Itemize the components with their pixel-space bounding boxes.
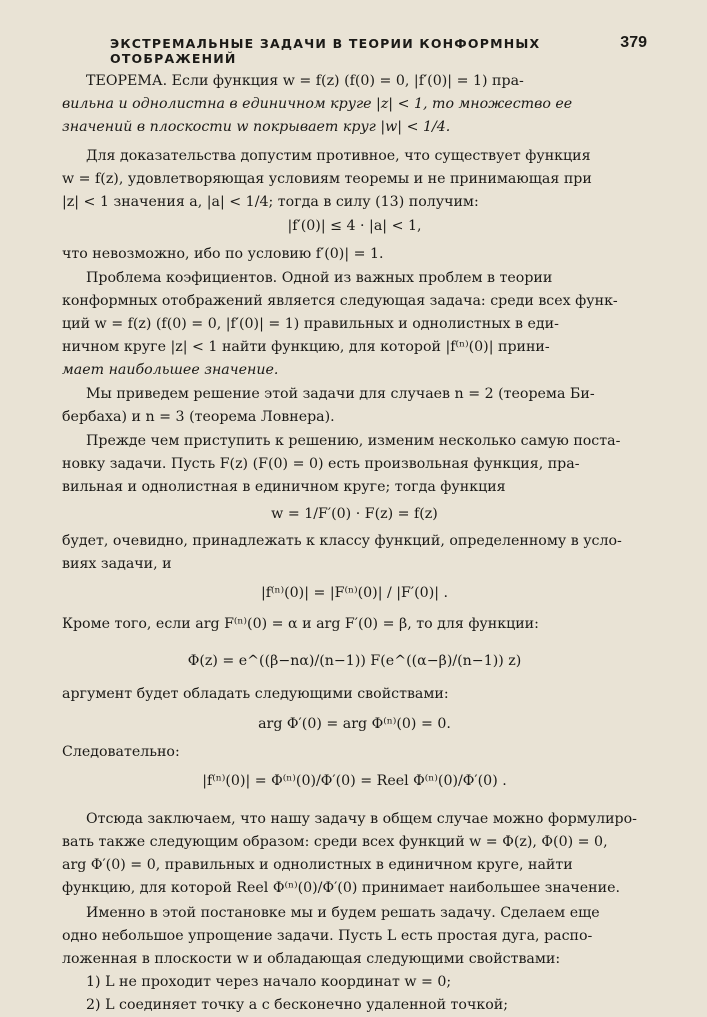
text-line: функцию, для которой Reel Φ⁽ⁿ⁾(0)/Φ′(0) принимает наибольшее значение. <box>62 880 621 896</box>
text-line: вильная и однолистная в единичном круге; тогда функция <box>62 479 506 495</box>
text-line: бербаха) и n = 3 (теорема Ловнера). <box>62 409 335 425</box>
text-line: мает наибольшее значение. <box>62 362 279 378</box>
paragraph <box>62 530 647 576</box>
paragraph <box>62 808 647 900</box>
coefficient-problem <box>62 267 647 382</box>
text-line: Проблема коэфициентов. Одной из важных проблем в теории <box>86 270 553 286</box>
text-line: конформных отображений является следующая задача: среди всех функ- <box>62 293 618 309</box>
paragraph <box>62 383 647 429</box>
formula: w = 1/F′(0) · F(z) = f(z) <box>271 506 438 522</box>
theorem <box>62 70 647 139</box>
formula: |f⁽ⁿ⁾(0)| = Φ⁽ⁿ⁾(0)/Φ′(0) = Reel Φ⁽ⁿ⁾(0)/Φ′(0) . <box>202 773 507 789</box>
text-line: что невозможно, ибо по условию f′(0)| = 1. <box>62 246 384 262</box>
formula: Φ(z) = e^((β−nα)/(n−1)) F(e^((α−β)/(n−1)) z) <box>187 653 522 669</box>
text-line: аргумент будет обладать следующими свойствами: <box>62 686 449 702</box>
text-line: виях задачи, и <box>62 556 172 572</box>
formula: |f⁽ⁿ⁾(0)| = |F⁽ⁿ⁾(0)| / |F′(0)| . <box>260 585 449 601</box>
text-line: одно небольшое упрощение задачи. Пусть L есть простая дуга, распо- <box>62 928 593 944</box>
text-line: ций w = f(z) (f(0) = 0, |f′(0)| = 1) правильных и однолистных в еди- <box>62 316 559 332</box>
page-number: 379 <box>620 34 647 51</box>
proof-paragraph <box>62 145 647 214</box>
text-line: Кроме того, если arg F⁽ⁿ⁾(0) = α и arg F′(0) = β, то для функции: <box>62 616 539 632</box>
text-line: Следовательно: <box>62 744 180 760</box>
text-line: вать также следующим образом: среди всех функций w = Φ(z), Φ(0) = 0, <box>62 834 608 850</box>
text-line: Отсюда заключаем, что нашу задачу в общем случае можно формулиро- <box>86 811 637 827</box>
formula: arg Φ′(0) = arg Φ⁽ⁿ⁾(0) = 0. <box>258 716 451 732</box>
text-line: новку задачи. Пусть F(z) (F(0) = 0) есть произвольная функция, пра- <box>62 456 580 472</box>
text-line: ничном круге |z| < 1 найти функцию, для которой |f⁽ⁿ⁾(0)| прини- <box>62 339 550 355</box>
list-item: 1) L не проходит через начало координат w = 0; <box>86 974 452 990</box>
formula: |f′(0)| ≤ 4 · |a| < 1, <box>287 218 422 234</box>
paragraph <box>62 902 647 971</box>
theorem-line: ТЕОРЕМА. Если функция w = f(z) (f(0) = 0, |f′(0)| = 1) пра- <box>86 73 524 89</box>
text-line: ложенная в плоскости w и обладающая следующими свойствами: <box>62 951 561 967</box>
text-line: w = f(z), удовлетворяющая условиям теоремы и не принимающая при <box>62 171 592 187</box>
text-line: Для доказательства допустим противное, что существует функция <box>86 148 591 164</box>
theorem-line: вильна и однолистна в единичном круге |z| < 1, то множество ее <box>62 96 573 112</box>
text-line: |z| < 1 значения a, |a| < 1/4; тогда в силу (13) получим: <box>62 194 479 210</box>
text-line: Мы приведем решение этой задачи для случаев n = 2 (теорема Би- <box>86 386 595 402</box>
list-item: 2) L соединяет точку a с бесконечно удаленной точкой; <box>86 997 508 1013</box>
text-line: Прежде чем приступить к решению, изменим несколько самую поста- <box>86 433 621 449</box>
running-header: ЭКСТРЕМАЛЬНЫЕ ЗАДАЧИ В ТЕОРИИ КОНФОРМНЫХ ОТОБРАЖЕНИЙ <box>110 36 541 66</box>
text-line: arg Φ′(0) = 0, правильных и однолистных в единичном круге, найти <box>62 857 573 873</box>
paragraph <box>62 430 647 499</box>
text-line: Именно в этой постановке мы и будем решать задачу. Сделаем еще <box>86 905 600 921</box>
text-line: будет, очевидно, принадлежать к классу функций, определенному в усло- <box>62 533 622 549</box>
theorem-line: значений в плоскости w покрывает круг |w| < 1/4. <box>62 119 451 135</box>
